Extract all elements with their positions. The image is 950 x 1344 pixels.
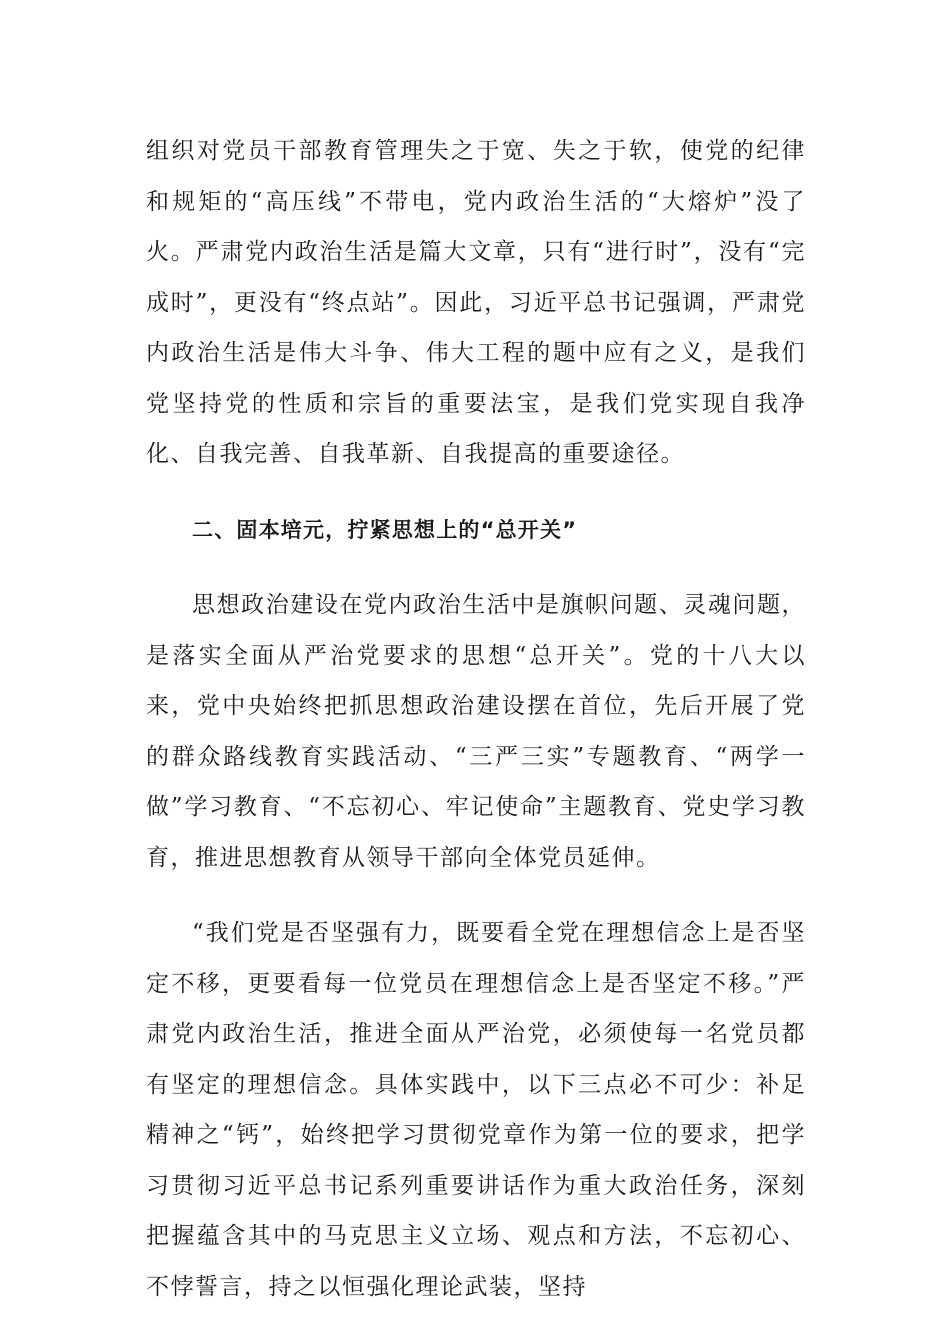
body-paragraph-ideals-beliefs: “我们党是否坚强有力，既要看全党在理想信念上是否坚定不移，更要看每一位党员在理想信念上是否坚定不移。”严肃党内政治生活，推进全面从严治党，必须使每一名党员都有坚定的理想信念。具体实践中，以下三点必不可少：补足精神之“钙”，始终把学习贯彻党章作为第一位的要求，把学习贯彻习近平总书记系列重要讲话作为重大政治任务，深刻把握蕴含其中的马克思主义立场、观点和方法，不忘初心、不悖誓言，持之以恒强化理论武装，坚持 — [146, 920, 806, 1300]
document-page — [146, 126, 806, 1312]
body-paragraph-thought-building: 思想政治建设在党内政治生活中是旗帜问题、灵魂问题，是落实全面从严治党要求的思想“总开关”。党的十八大以来，党中央始终把抓思想政治建设摆在首位，先后开展了党的群众路线教育实践活动、“三严三实”专题教育、“两学一做”学习教育、“不忘初心、牢记使命”主题教育、党史学习教育，推进思想教育从领导干部向全体党员延伸。 — [146, 592, 806, 871]
body-paragraph-continued: 组织对党员干部教育管理失之于宽、失之于软，使党的纪律和规矩的“高压线”不带电，党内政治生活的“大熔炉”没了火。严肃党内政治生活是篇大文章，只有“进行时”，没有“完成时”，更没有“终点站”。因此，习近平总书记强调，严肃党内政治生活是伟大斗争、伟大工程的题中应有之义，是我们党坚持党的性质和宗旨的重要法宝，是我们党实现自我净化、自我完善、自我革新、自我提高的重要途径。 — [146, 138, 806, 467]
section-heading: 二、固本培元，拧紧思想上的“总开关” — [192, 517, 578, 542]
